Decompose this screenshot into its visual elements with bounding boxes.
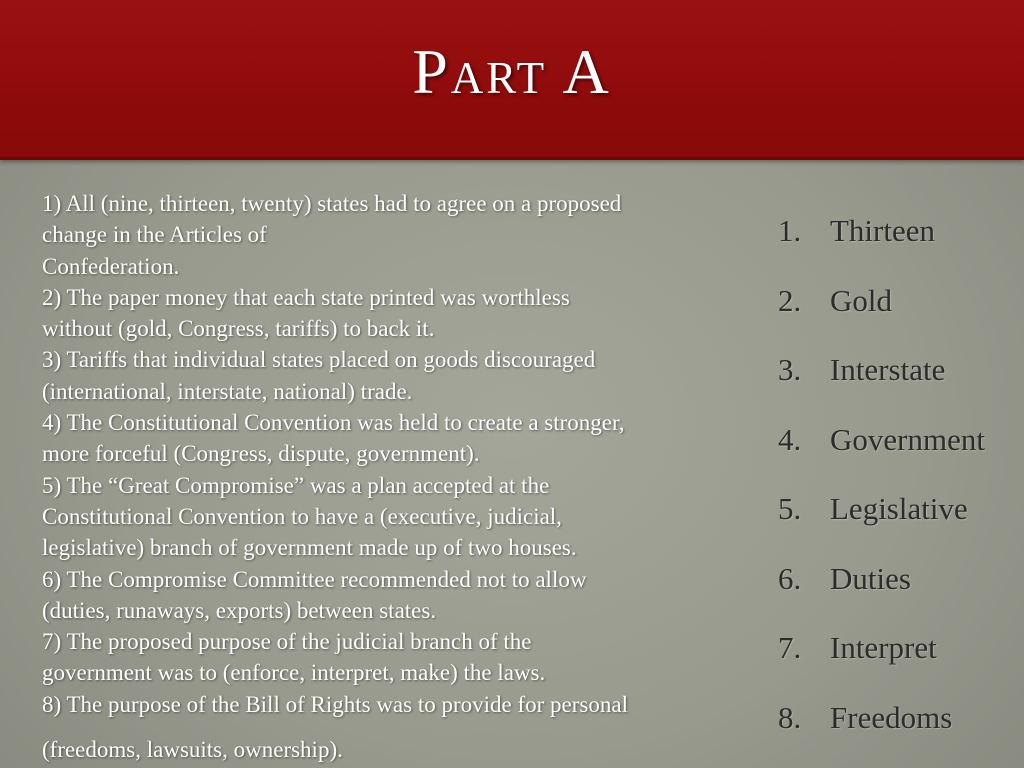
question-line: 5) The “Great Compromise” was a plan accepted at the (42, 472, 550, 498)
answer-text: Duties (830, 560, 911, 596)
question-line: without (gold, Congress, tariffs) to back it. (42, 316, 435, 342)
question-line: (freedoms, lawsuits, ownership). (42, 737, 343, 763)
slide-title: Part A (412, 36, 612, 107)
answer-number: 2. (778, 282, 802, 318)
question-line: government was to (enforce, interpret, make) the laws. (42, 660, 546, 686)
answer-item (778, 405, 1024, 475)
answer-list (778, 196, 1024, 752)
answer-item (778, 266, 1024, 336)
answer-number: 7. (778, 630, 802, 665)
answer-item (778, 544, 1024, 614)
question-line: change in the Articles of (42, 222, 267, 248)
question-line: 7) The proposed purpose of the judicial branch of the (42, 629, 532, 655)
paragraph-gap (42, 720, 762, 734)
answer-text: Interpret (830, 630, 937, 665)
answer-item (778, 613, 1024, 683)
answer-number: 6. (778, 560, 802, 596)
answer-number: 4. (778, 421, 802, 457)
answer-number: 3. (778, 352, 802, 387)
question-line: (duties, runaways, exports) between states. (42, 597, 437, 623)
question-line: 2) The paper money that each state printed was worthless (42, 284, 570, 310)
answer-text: Thirteen (830, 213, 936, 248)
answer-item (778, 196, 1024, 266)
answer-text: Legislative (830, 491, 968, 526)
answer-number: 8. (778, 699, 802, 735)
answer-item (778, 683, 1024, 753)
answer-number: 1. (778, 213, 802, 248)
question-line: more forceful (Congress, dispute, government). (42, 441, 480, 467)
question-line: 8) The purpose of the Bill of Rights was to provide for personal (42, 691, 628, 717)
questions-text (42, 188, 762, 765)
answer-text: Gold (830, 282, 892, 318)
question-line: Constitutional Convention to have a (executive, judicial, (42, 503, 562, 529)
question-line: 4) The Constitutional Convention was held to create a stronger, (42, 410, 625, 436)
question-line: legislative) branch of government made up of two houses. (42, 535, 577, 561)
title-band (0, 0, 1024, 160)
answer-text: Freedoms (830, 699, 953, 735)
question-line: Confederation. (42, 253, 180, 279)
answer-text: Government (830, 421, 985, 457)
answer-item (778, 474, 1024, 544)
answer-item (778, 335, 1024, 405)
question-line: (international, interstate, national) trade. (42, 378, 413, 404)
question-line: 1) All (nine, thirteen, twenty) states had to agree on a proposed (42, 191, 622, 216)
answer-text: Interstate (830, 352, 946, 387)
question-line: 3) Tariffs that individual states placed on goods discouraged (42, 347, 596, 373)
question-line: 6) The Compromise Committee recommended not to allow (42, 566, 587, 592)
answer-number: 5. (778, 491, 802, 526)
